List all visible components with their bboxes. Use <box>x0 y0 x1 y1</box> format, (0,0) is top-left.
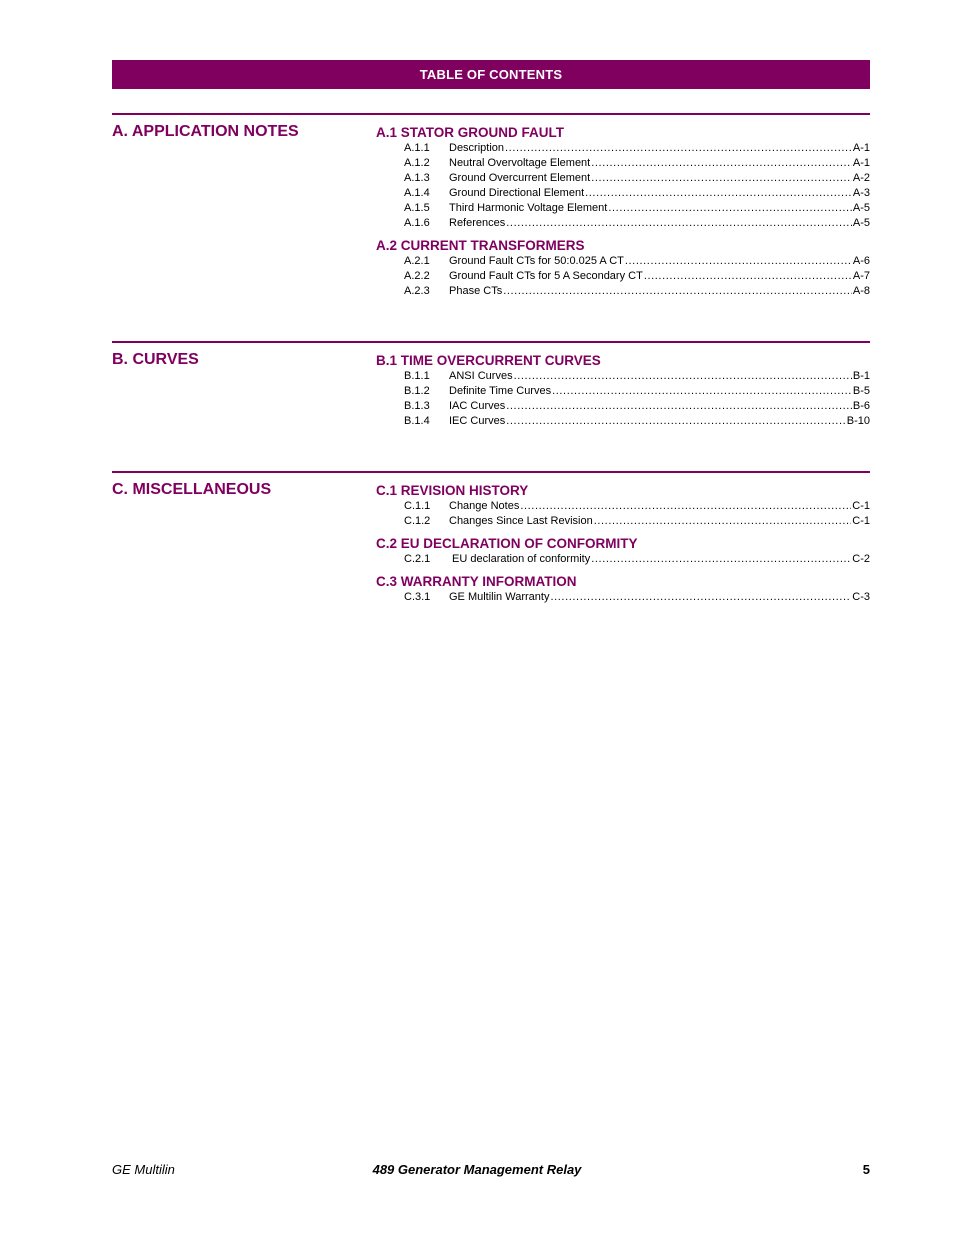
dot-leader <box>591 552 851 567</box>
dot-leader <box>552 384 852 399</box>
entry-number: A.1.1 <box>404 142 430 154</box>
toc-group <box>376 352 870 429</box>
section-divider <box>112 471 870 473</box>
chapter-title: C. MISCELLANEOUS <box>112 481 272 498</box>
dot-leader <box>550 590 851 605</box>
entry-page: A-2 <box>852 172 870 184</box>
entry-label: Description <box>449 142 505 154</box>
dot-leader <box>591 156 852 171</box>
toc-entry[interactable] <box>376 384 870 399</box>
toc-group <box>376 482 870 529</box>
entry-page: C-1 <box>852 515 870 527</box>
entry-page: C-3 <box>852 591 870 603</box>
entry-page: C-2 <box>852 553 870 565</box>
entry-label: Definite Time Curves <box>449 385 552 397</box>
dot-leader <box>520 499 851 514</box>
entry-label: Ground Overcurrent Element <box>449 172 591 184</box>
entry-page: A-1 <box>852 157 870 169</box>
entry-label: IEC Curves <box>449 415 506 427</box>
dot-leader <box>591 171 852 186</box>
entry-label: Ground Directional Element <box>449 187 585 199</box>
dot-leader <box>503 284 852 299</box>
dot-leader <box>608 201 852 216</box>
toc-entry[interactable] <box>376 269 870 284</box>
entry-label: GE Multilin Warranty <box>449 591 550 603</box>
toc-entry[interactable] <box>376 216 870 231</box>
section-divider <box>112 113 870 115</box>
toc-group-title[interactable]: C.2 EU DECLARATION OF CONFORMITY <box>376 536 638 551</box>
entry-label: References <box>449 217 506 229</box>
entry-page: A-1 <box>852 142 870 154</box>
toc-group <box>376 237 870 299</box>
toc-header-title: TABLE OF CONTENTS <box>419 67 563 82</box>
section-curves <box>112 341 870 451</box>
entry-page: C-1 <box>852 500 870 512</box>
dot-leader <box>506 414 846 429</box>
toc-entry[interactable] <box>376 552 870 567</box>
entry-number: A.1.5 <box>404 202 430 214</box>
toc-entry[interactable] <box>376 499 870 514</box>
toc-entry[interactable] <box>376 514 870 529</box>
entry-page: A-3 <box>852 187 870 199</box>
dot-leader <box>625 254 852 269</box>
dot-leader <box>514 369 852 384</box>
dot-leader <box>585 186 852 201</box>
section-divider <box>112 341 870 343</box>
toc-entry[interactable] <box>376 369 870 384</box>
dot-leader <box>594 514 852 529</box>
entry-label: Change Notes <box>449 500 520 512</box>
entry-number: C.1.1 <box>404 500 431 512</box>
entry-number: A.1.2 <box>404 157 430 169</box>
entry-number: B.1.4 <box>404 415 430 427</box>
entry-label: ANSI Curves <box>449 370 513 382</box>
toc-entry[interactable] <box>376 414 870 429</box>
entry-number: A.2.2 <box>404 270 430 282</box>
entry-page: B-1 <box>852 370 870 382</box>
section-entries <box>376 482 870 605</box>
section-entries <box>376 124 870 299</box>
toc-header-banner <box>112 60 870 89</box>
entry-label: Third Harmonic Voltage Element <box>449 202 608 214</box>
dot-leader <box>644 269 852 284</box>
chapter-title: A. APPLICATION NOTES <box>112 123 299 140</box>
entry-label: Neutral Overvoltage Element <box>449 157 591 169</box>
toc-group <box>376 535 870 567</box>
entry-number: A.1.6 <box>404 217 430 229</box>
entry-number: C.1.2 <box>404 515 431 527</box>
dot-leader <box>505 141 852 156</box>
footer-product-title: 489 Generator Management Relay <box>372 1162 582 1177</box>
entry-label: Changes Since Last Revision <box>449 515 593 527</box>
toc-entry[interactable] <box>376 254 870 269</box>
toc-group-title[interactable]: C.1 REVISION HISTORY <box>376 483 529 498</box>
entry-label: Phase CTs <box>449 285 503 297</box>
toc-entry[interactable] <box>376 141 870 156</box>
toc-entry[interactable] <box>376 399 870 414</box>
toc-entry[interactable] <box>376 284 870 299</box>
chapter-title: B. CURVES <box>112 351 199 368</box>
entry-label: Ground Fault CTs for 50:0.025 A CT <box>449 255 624 267</box>
entry-label: IAC Curves <box>449 400 506 412</box>
entry-number: B.1.2 <box>404 385 430 397</box>
entry-label: EU declaration of conformity <box>449 553 591 565</box>
toc-entry[interactable] <box>376 186 870 201</box>
toc-group <box>376 124 870 231</box>
dot-leader <box>506 399 852 414</box>
section-entries <box>376 352 870 429</box>
entry-page: B-10 <box>846 415 870 427</box>
entry-number: B.1.1 <box>404 370 430 382</box>
entry-number: A.1.4 <box>404 187 430 199</box>
toc-group-title[interactable]: C.3 WARRANTY INFORMATION <box>376 574 577 589</box>
toc-group-title[interactable]: B.1 TIME OVERCURRENT CURVES <box>376 353 601 368</box>
entry-page: A-8 <box>852 285 870 297</box>
entry-page: A-5 <box>852 202 870 214</box>
entry-number: A.2.3 <box>404 285 430 297</box>
toc-entry[interactable] <box>376 201 870 216</box>
toc-entry[interactable] <box>376 156 870 171</box>
dot-leader <box>506 216 852 231</box>
section-miscellaneous <box>112 471 870 621</box>
toc-group-title[interactable]: A.1 STATOR GROUND FAULT <box>376 125 564 140</box>
entry-number: A.1.3 <box>404 172 430 184</box>
footer-company: GE Multilin <box>112 1162 175 1177</box>
entry-page: A-5 <box>852 217 870 229</box>
toc-group-title[interactable]: A.2 CURRENT TRANSFORMERS <box>376 238 585 253</box>
entry-number: A.2.1 <box>404 255 430 267</box>
entry-page: A-7 <box>852 270 870 282</box>
toc-entry[interactable] <box>376 171 870 186</box>
entry-number: C.3.1 <box>404 591 431 603</box>
toc-group <box>376 573 870 605</box>
entry-label: Ground Fault CTs for 5 A Secondary CT <box>449 270 643 282</box>
toc-entry[interactable] <box>376 590 870 605</box>
entry-number: B.1.3 <box>404 400 430 412</box>
entry-page: A-6 <box>852 255 870 267</box>
entry-page: B-5 <box>852 385 870 397</box>
section-application-notes <box>112 113 870 313</box>
entry-page: B-6 <box>852 400 870 412</box>
entry-number: C.2.1 <box>404 553 431 565</box>
footer-page-number: 5 <box>862 1162 870 1177</box>
